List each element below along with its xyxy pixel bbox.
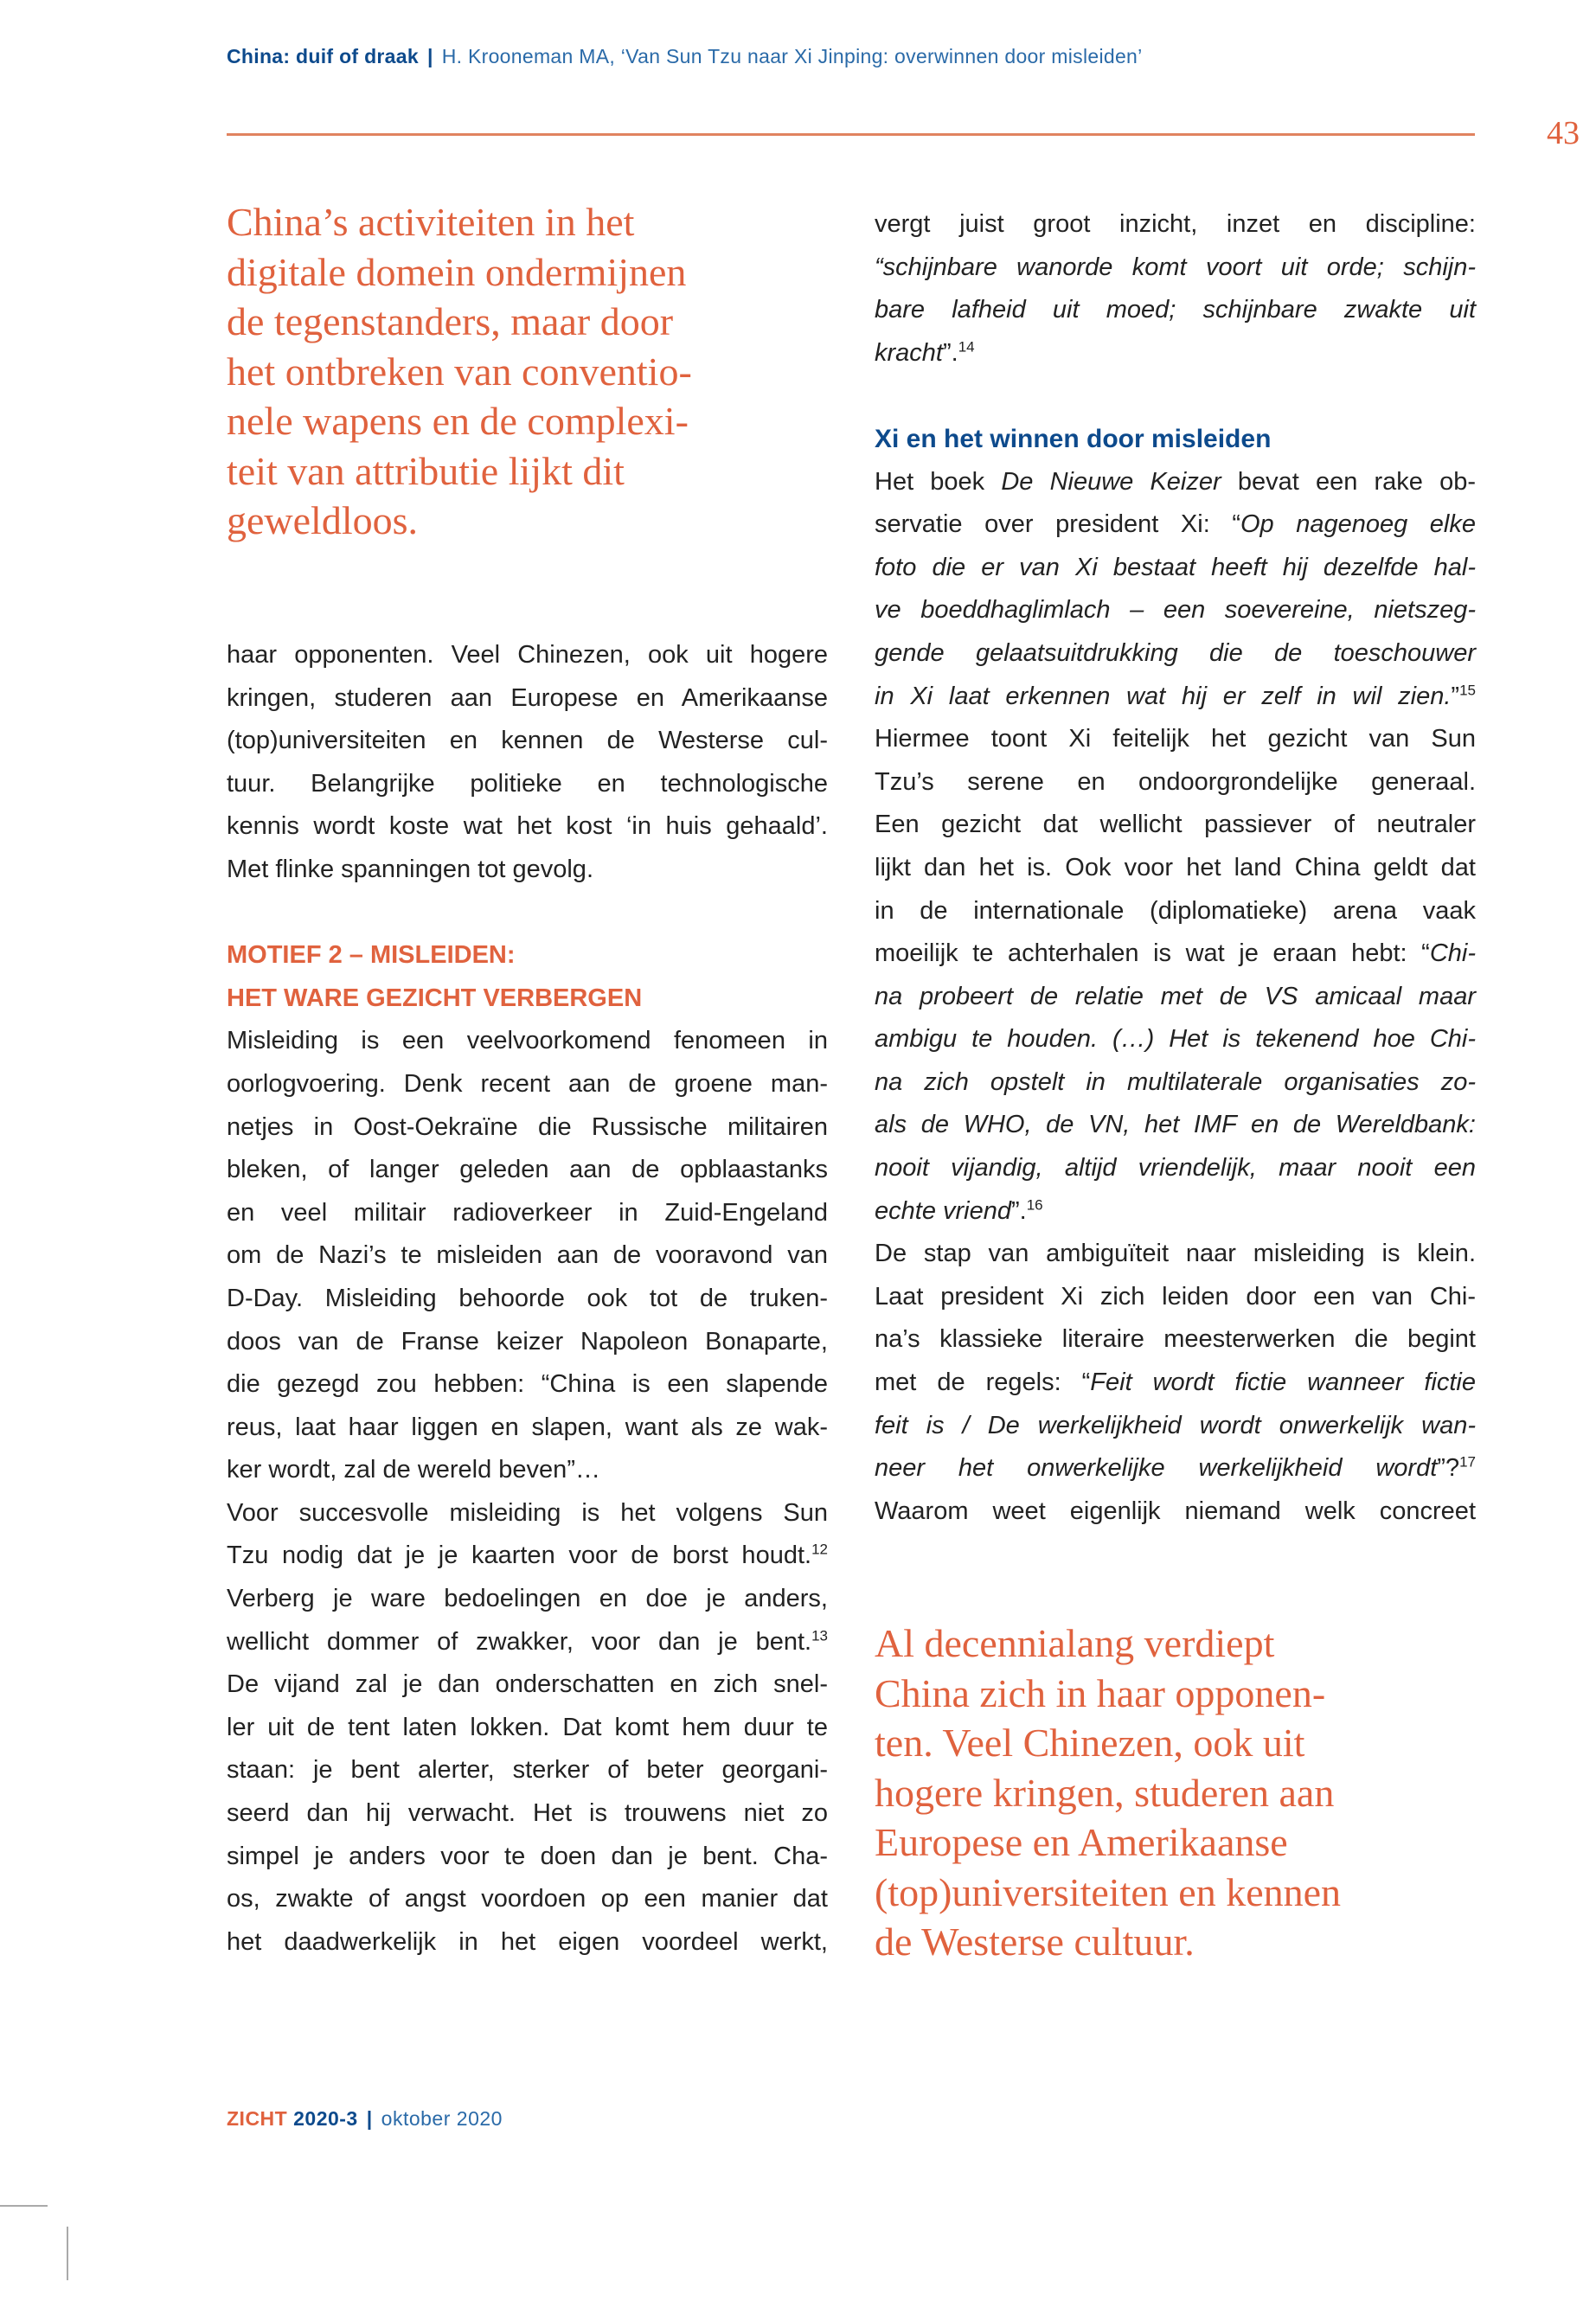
text-line — [875, 1276, 1476, 1319]
pull-quote-right — [875, 1618, 1341, 1967]
right-intro-paragraph — [875, 203, 1476, 375]
pull-quote-line: ten. Veel Chinezen, ook uit — [875, 1721, 1305, 1765]
text-run: staan: je bent alerter, sterker of beter georgani- — [227, 1756, 828, 1785]
text-line — [875, 976, 1476, 1019]
journal-section-title: China: duif of draak — [227, 45, 419, 67]
text-line — [875, 1233, 1476, 1276]
text-line — [875, 890, 1476, 933]
italic-text: feit is / De werkelijkheid wordt onwerkelijk wan- — [875, 1411, 1476, 1439]
text-run: De stap van ambiguïteit naar misleiding is klein. — [875, 1240, 1476, 1268]
text-run: seerd dan hij verwacht. Het is trouwens niet zo — [227, 1799, 828, 1828]
italic-text: Chi- — [1429, 939, 1476, 968]
text-line — [875, 1104, 1476, 1147]
crop-mark-horizontal — [0, 2205, 48, 2207]
text-line — [875, 1190, 1476, 1234]
footnote-reference: 14 — [958, 338, 975, 356]
footnote-reference: 17 — [1459, 1453, 1476, 1471]
text-line — [227, 1278, 828, 1321]
text-run: Voor succesvolle misleiding is het volgens Sun — [227, 1498, 828, 1527]
text-line — [875, 676, 1476, 719]
italic-text: na zich opstelt in multilaterale organisaties zo- — [875, 1067, 1476, 1096]
text-run: met de regels: “ — [875, 1368, 1091, 1397]
pull-quote-line: China zich in haar opponen- — [875, 1670, 1326, 1715]
left-body-text — [227, 1020, 828, 1964]
italic-text: Op nagenoeg elke — [1240, 510, 1477, 539]
header-rule — [227, 133, 1475, 136]
magazine-name: ZICHT — [227, 2107, 288, 2130]
text-line — [875, 1061, 1476, 1105]
footer-separator: | — [366, 2107, 373, 2130]
text-run: Misleiding is een veelvoorkomend fenomeen in — [227, 1027, 828, 1055]
left-column — [227, 634, 828, 1964]
italic-text: als de WHO, de VN, het IMF en de Wereldbank: — [875, 1111, 1476, 1139]
right-column — [875, 203, 1476, 1533]
text-line — [227, 634, 828, 677]
text-run: Laat president Xi zich leiden door een van Chi- — [875, 1282, 1476, 1311]
text-run: vergt juist groot inzicht, inzet en discipline: — [875, 210, 1476, 238]
pull-quote-line: digitale domein ondermijnen — [227, 249, 687, 294]
text-line — [227, 1234, 828, 1278]
italic-text: Feit wordt fictie wanneer fictie — [1090, 1368, 1476, 1397]
issue-number: 2020-3 — [293, 2107, 358, 2130]
pull-quote-line: de Westerse cultuur. — [875, 1920, 1195, 1964]
text-run: Een gezicht dat wellicht passiever of neutraler — [875, 811, 1476, 839]
pull-quote-left — [227, 197, 692, 546]
text-run: in de internationale (diplomatieke) arena vaak — [875, 896, 1476, 925]
text-run: lijkt dan het is. Ook voor het land China geldt dat — [875, 853, 1476, 881]
text-line — [227, 1106, 828, 1150]
text-run: het daadwerkelijk in het eigen voordeel werkt, — [227, 1927, 828, 1956]
text-run: Waarom weet eigenlijk niemand welk concreet — [875, 1497, 1476, 1525]
article-author-title: H. Krooneman MA, ‘Van Sun Tzu naar Xi Jinping: overwinnen door misleiden’ — [441, 45, 1143, 67]
text-line — [227, 1321, 828, 1364]
text-line — [227, 1407, 828, 1450]
text-run: Tzu nodig dat je je kaarten voor de borst houdt. — [227, 1541, 812, 1570]
text-run: Verberg je ware bedoelingen en doe je anders, — [227, 1585, 828, 1613]
text-run: os, zwakte of angst voordoen op een manier dat — [227, 1885, 828, 1913]
text-line — [227, 1621, 828, 1664]
issue-date: oktober 2020 — [381, 2107, 503, 2130]
pull-quote-line: geweldloos. — [227, 498, 419, 542]
text-line — [227, 1578, 828, 1621]
text-line — [875, 1447, 1476, 1490]
text-run: Tzu’s serene en ondoorgrondelijke generaal. — [875, 767, 1476, 796]
text-line — [875, 1018, 1476, 1061]
text-line — [227, 1921, 828, 1965]
text-line — [227, 1449, 828, 1492]
text-line — [875, 933, 1476, 976]
italic-text: bare lafheid uit moed; schijnbare zwakte uit — [875, 296, 1476, 324]
pull-quote-line: Europese en Amerikaanse — [875, 1820, 1288, 1864]
text-line — [875, 203, 1476, 247]
section-heading-line-1: MOTIEF 2 – MISLEIDEN: — [227, 941, 516, 970]
text-line — [875, 632, 1476, 676]
text-line — [875, 332, 1476, 375]
italic-text: kracht — [875, 338, 943, 367]
running-header — [227, 45, 1143, 68]
text-run: netjes in Oost-Oekraïne die Russische militairen — [227, 1112, 828, 1141]
text-line — [227, 677, 828, 721]
text-run: moeilijk te achterhalen is wat je eraan hebt: “ — [875, 939, 1430, 968]
footnote-reference: 13 — [811, 1627, 828, 1644]
text-line — [875, 718, 1476, 761]
text-line — [227, 1707, 828, 1750]
text-line — [227, 720, 828, 763]
italic-text: echte vriend — [875, 1196, 1011, 1225]
text-line — [875, 461, 1476, 504]
text-run: na’s klassieke literaire meesterwerken die begint — [875, 1325, 1476, 1354]
text-run: oorlogvoering. Denk recent aan de groene man- — [227, 1069, 828, 1098]
section-heading-line-2: HET WARE GEZICHT VERBERGEN — [227, 984, 643, 1012]
italic-text: ambigu te houden. (…) Het is tekenend hoe Chi- — [875, 1025, 1476, 1054]
footnote-reference: 16 — [1026, 1196, 1043, 1213]
text-line — [875, 1362, 1476, 1405]
text-line — [875, 1318, 1476, 1362]
text-run: haar opponenten. Veel Chinezen, ook uit hogere — [227, 641, 828, 669]
text-line — [875, 1405, 1476, 1448]
text-run: Met flinke spanningen tot gevolg. — [227, 855, 593, 883]
text-line — [227, 1492, 828, 1535]
pull-quote-line: China’s activiteiten in het — [227, 200, 635, 244]
text-line — [227, 1749, 828, 1792]
text-run: die gezegd zou hebben: “China is een slapende — [227, 1370, 828, 1399]
text-run: (top)universiteiten en kennen de Westerse cul- — [227, 727, 828, 755]
text-run: kennis wordt koste wat het kost ‘in huis gehaald’. — [227, 812, 828, 841]
pull-quote-line: teit van attributie lijkt dit — [227, 448, 625, 493]
text-line — [875, 761, 1476, 804]
text-line — [875, 289, 1476, 332]
text-line — [875, 547, 1476, 590]
text-line — [227, 1792, 828, 1836]
footer — [227, 2107, 503, 2131]
text-run: en veel militair radioverkeer in Zuid-Engeland — [227, 1198, 828, 1227]
text-line — [875, 247, 1476, 290]
text-run: Het boek — [875, 467, 1002, 496]
italic-text: na probeert de relatie met de VS amicaal maar — [875, 982, 1476, 1010]
text-line — [875, 503, 1476, 547]
text-run: bevat een rake ob- — [1221, 467, 1476, 496]
text-line — [227, 763, 828, 806]
text-run: reus, laat haar liggen en slapen, want als ze wak- — [227, 1413, 828, 1441]
text-line — [875, 1490, 1476, 1534]
text-line — [227, 1020, 828, 1063]
italic-text: neer het onwerkelijke werkelijkheid wordt — [875, 1454, 1438, 1483]
text-run: ”? — [1437, 1454, 1460, 1483]
pull-quote-line: (top)universiteiten en kennen — [875, 1869, 1342, 1914]
text-run: tuur. Belangrijke politieke en technologische — [227, 769, 828, 798]
text-line — [227, 1063, 828, 1106]
text-run: ler uit de tent laten lokken. Dat komt hem duur te — [227, 1713, 828, 1741]
italic-text: “schijnbare wanorde komt voort uit orde; schijn- — [875, 253, 1476, 281]
text-line — [227, 1149, 828, 1192]
text-line — [227, 1836, 828, 1879]
text-run: doos van de Franse keizer Napoleon Bonaparte, — [227, 1327, 828, 1356]
italic-text: ve boeddhaglimlach – een soevereine, nietszeg- — [875, 596, 1476, 625]
italic-text: in Xi laat erkennen wat hij er zelf in wil zien. — [875, 682, 1452, 710]
text-line — [227, 1192, 828, 1235]
text-line — [227, 1363, 828, 1407]
text-run: ker wordt, zal de wereld beven”… — [227, 1456, 600, 1484]
text-line — [875, 1147, 1476, 1190]
text-line — [227, 1878, 828, 1921]
text-run: om de Nazi’s te misleiden aan de vooravond van — [227, 1241, 828, 1270]
text-run: ” — [1451, 682, 1460, 710]
italic-text: De Nieuwe Keizer — [1001, 467, 1221, 496]
pull-quote-line: hogere kringen, studeren aan — [875, 1770, 1335, 1815]
text-run: wellicht dommer of zwakker, voor dan je bent. — [227, 1627, 812, 1656]
italic-text: foto die er van Xi bestaat heeft hij dezelfde hal- — [875, 553, 1476, 581]
text-run: De vijand zal je dan onderschatten en zich snel- — [227, 1670, 828, 1699]
text-run: D-Day. Misleiding behoorde ook tot de truken- — [227, 1284, 828, 1312]
text-run: bleken, of langer geleden aan de opblaastanks — [227, 1156, 828, 1184]
pull-quote-line: de tegenstanders, maar door — [227, 299, 674, 343]
text-line — [875, 847, 1476, 890]
text-run: servatie over president Xi: “ — [875, 510, 1240, 539]
page-number: 43 — [1547, 115, 1580, 151]
text-line — [227, 1663, 828, 1707]
text-run: Hiermee toont Xi feitelijk het gezicht van Sun — [875, 725, 1476, 753]
pull-quote-line: Al decennialang verdiept — [875, 1621, 1275, 1665]
pull-quote-line: het ontbreken van conventio- — [227, 349, 692, 394]
text-run: ”. — [1011, 1196, 1027, 1225]
footnote-reference: 15 — [1459, 681, 1476, 698]
text-line — [227, 805, 828, 849]
crop-mark-vertical — [67, 2227, 68, 2280]
pull-quote-line: nele wapens en de complexi- — [227, 399, 689, 443]
text-line — [875, 804, 1476, 847]
footnote-reference: 12 — [811, 1541, 828, 1558]
text-run: simpel je anders voor te doen dan je bent. Cha- — [227, 1842, 828, 1870]
italic-text: nooit vijandig, altijd vriendelijk, maar nooit een — [875, 1154, 1476, 1183]
left-intro-paragraph — [227, 634, 828, 892]
text-line — [227, 849, 828, 892]
text-line — [227, 1535, 828, 1578]
italic-text: gende gelaatsuitdrukking die de toeschouwer — [875, 638, 1476, 667]
right-body-text — [875, 461, 1476, 1534]
text-line — [875, 589, 1476, 632]
header-separator: | — [426, 45, 433, 67]
text-run: kringen, studeren aan Europese en Amerikaanse — [227, 683, 828, 712]
text-run: ”. — [942, 338, 958, 367]
section-heading-xi: Xi en het winnen door misleiden — [875, 424, 1272, 453]
